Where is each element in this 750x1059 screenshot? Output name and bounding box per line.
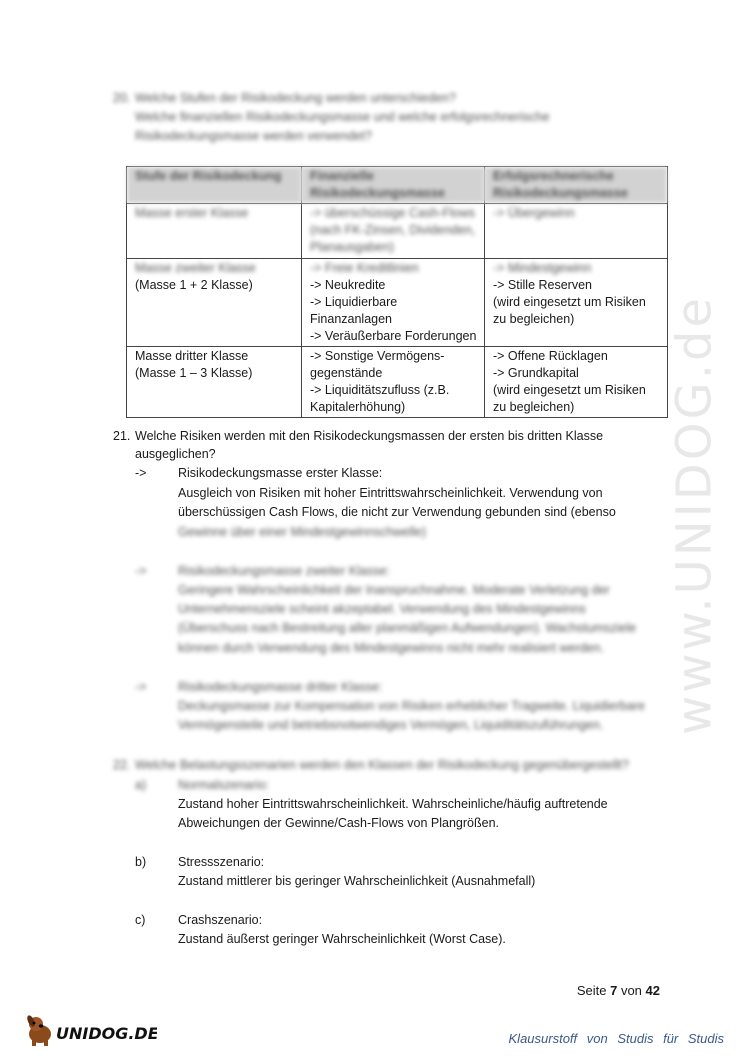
question-21-number: 21. xyxy=(113,429,131,443)
cell-text: Masse zweiter Klasse xyxy=(135,261,256,275)
answer-text: Abweichungen der Gewinne/Cash-Flows von Plangrößen. xyxy=(178,816,500,830)
table-cell xyxy=(127,347,302,418)
table-row xyxy=(127,347,668,418)
answer-text: Gewinne über einer Mindestgewinnschwelle) xyxy=(178,525,427,539)
question-20-line-2: Welche finanziellen Risikodeckungsmasse und welche erfolgsrechnerische xyxy=(135,110,550,124)
dog-icon xyxy=(22,1012,157,1048)
answer-text: Zustand äußerst geringer Wahrscheinlichkeit (Worst Case). xyxy=(178,932,506,946)
cell-text: -> Grundkapital xyxy=(493,366,579,380)
watermark xyxy=(655,280,735,750)
table-cell xyxy=(302,347,485,418)
unidog-logo xyxy=(22,1012,157,1048)
table-cell xyxy=(127,204,302,259)
cell-text: -> Stille Reserven xyxy=(493,278,592,292)
question-21-line-1: Welche Risiken werden mit den Risikodeckungsmassen der ersten bis dritten Klasse xyxy=(135,429,604,443)
answer-text: Deckungsmasse zur Kompensation von Risiken erheblicher Tragweite. Liquidierbare xyxy=(178,699,645,713)
table-cell xyxy=(127,259,302,347)
table-cell xyxy=(485,347,668,418)
cell-text: -> Liquiditätszufluss (z.B. xyxy=(310,383,450,397)
table-header-row xyxy=(127,167,668,204)
cell-text: (Masse 1 – 3 Klasse) xyxy=(135,366,253,380)
cell-text: -> Veräußerbare Forderungen xyxy=(310,329,477,343)
cell-text: gegenstände xyxy=(310,366,383,380)
item-label: c) xyxy=(135,913,146,927)
question-20-line-3: Risikodeckungsmasse werden verwendet? xyxy=(135,129,372,143)
cell-text: Finanzanlagen xyxy=(310,312,393,326)
table-cell xyxy=(302,259,485,347)
cell-text: zu begleichen) xyxy=(493,312,575,326)
table-header-cell: Finanzielle Risikodeckungsmasse xyxy=(302,167,485,204)
answer-text: Ausgleich von Risiken mit hoher Eintrittswahrscheinlichkeit. Verwendung von xyxy=(178,486,603,500)
item-label: a) xyxy=(135,778,147,792)
question-22-line-1: Welche Belastungsszenarien werden den Klassen der Risikodeckung gegenübergestellt? xyxy=(135,758,629,772)
cell-text: -> Freie Kreditlinien xyxy=(310,261,419,275)
cell-text: -> Mindestgewinn xyxy=(493,261,592,275)
cell-text: -> Übergewinn xyxy=(493,206,575,220)
table-cell xyxy=(485,204,668,259)
page-current: 7 xyxy=(610,983,618,998)
answer-text: Zustand mittlerer bis geringer Wahrscheinlichkeit (Ausnahmefall) xyxy=(178,874,536,888)
bullet-arrow: -> xyxy=(135,466,147,480)
table-row xyxy=(127,259,668,347)
cell-text: -> Offene Rücklagen xyxy=(493,349,608,363)
answer-text: Unternehmensziele scheint akzeptabel. Verwendung des Mindestgewinns xyxy=(178,602,586,616)
cell-text: Planausgaben) xyxy=(310,240,395,254)
page-separator: von xyxy=(620,983,642,998)
question-20-number: 20. xyxy=(113,91,131,105)
table-cell xyxy=(485,259,668,347)
answer-text: Vermögensteile und betriebsnotwendiges Vermögen, Liquiditätszuführungen. xyxy=(178,718,604,732)
table-row xyxy=(127,204,668,259)
risk-coverage-table xyxy=(126,166,668,418)
watermark-text: www.UNIDOG.de xyxy=(666,294,723,736)
answer-text: (Überschuss nach Bestreitung aller planmäßigen Aufwendungen). Wachstumsziele xyxy=(178,621,637,635)
cell-text: (wird eingesetzt um Risiken xyxy=(493,383,646,397)
answer-title: Risikodeckungsmasse dritter Klasse: xyxy=(178,680,383,694)
svg-text:UNIDOG.DE: UNIDOG.DE xyxy=(56,1024,157,1043)
question-20-line-1: Welche Stufen der Risikodeckung werden unterschieden? xyxy=(135,91,456,105)
cell-text: -> Liquidierbare xyxy=(310,295,398,309)
item-label: b) xyxy=(135,855,147,869)
answer-title: Risikodeckungsmasse zweiter Klasse: xyxy=(178,564,390,578)
table-header-cell: Erfolgsrechnerische Risikodeckungsmasse xyxy=(485,167,668,204)
question-21-line-2: ausgeglichen? xyxy=(135,447,216,461)
answer-title: Risikodeckungsmasse erster Klasse: xyxy=(178,466,383,480)
page-prefix: Seite xyxy=(576,983,607,998)
cell-text: -> Sonstige Vermögens- xyxy=(310,349,445,363)
cell-text: (Masse 1 + 2 Klasse) xyxy=(135,278,253,292)
cell-text: Kapitalerhöhung) xyxy=(310,400,406,414)
cell-text: -> überschüssige Cash-Flows xyxy=(310,206,475,220)
cell-text: (wird eingesetzt um Risiken xyxy=(493,295,646,309)
answer-title: Normalszenario: xyxy=(178,778,270,792)
bullet-arrow: -> xyxy=(135,680,147,694)
cell-text: Masse dritter Klasse xyxy=(135,349,249,363)
table-header-cell: Stufe der Risikodeckung xyxy=(127,167,302,204)
answer-title: Stressszenario: xyxy=(178,855,265,869)
answer-text: Zustand hoher Eintrittswahrscheinlichkeit. Wahrscheinliche/häufig auftretende xyxy=(178,797,608,811)
page-number xyxy=(577,982,660,999)
footer-slogan: Klausurstoff von Studis für Studis xyxy=(508,1031,724,1046)
bullet-arrow: -> xyxy=(135,564,147,578)
cell-text: zu begleichen) xyxy=(493,400,575,414)
question-22-number: 22. xyxy=(113,758,131,772)
page-total: 42 xyxy=(645,983,660,998)
cell-text: -> Neukredite xyxy=(310,278,386,292)
cell-text: Masse erster Klasse xyxy=(135,206,249,220)
answer-text: Geringere Wahrscheinlichkeit der Inanspruchnahme. Moderate Verletzung der xyxy=(178,583,610,597)
cell-text: (nach FK-Zinsen, Dividenden, xyxy=(310,223,476,237)
answer-title: Crashszenario: xyxy=(178,913,263,927)
answer-text: können durch Verwendung des Mindestgewinns nicht mehr realisiert werden. xyxy=(178,641,604,655)
answer-text: überschüssigen Cash Flows, die nicht zur Verwendung gebunden sind (ebenso xyxy=(178,505,616,519)
table-cell xyxy=(302,204,485,259)
